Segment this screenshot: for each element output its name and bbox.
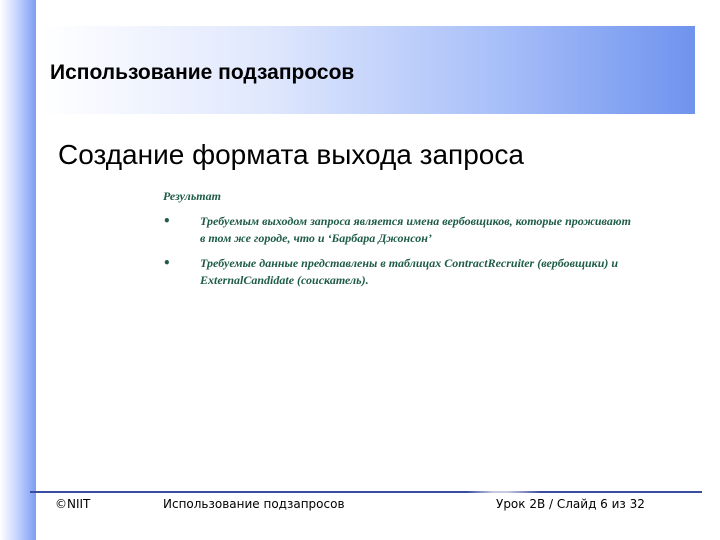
bullet-text: Требуемые данные представлены в таблицах ContractRecruiter (вербовщики) и ExternalCandidate (соискатель). (200, 256, 619, 287)
left-gradient-bar (0, 0, 36, 540)
slide-heading: Создание формата выхода запроса (58, 139, 524, 170)
footer-topic: Использование подзапросов (163, 497, 345, 511)
list-item (163, 255, 633, 289)
bullet-text: Требуемым выходом запроса является имена вербовщиков, которые проживают в том же городе, что и ‘Барбара Джонсон’ (200, 214, 631, 245)
slide-content (163, 188, 633, 297)
bullet-icon: • (163, 256, 171, 270)
page-title: Использование подзапросов (50, 61, 355, 84)
list-item (163, 213, 633, 247)
bullet-icon: • (163, 214, 171, 228)
footer-copyright: ©NIIT (55, 497, 91, 511)
footer-page-info: Урок 2B / Слайд 6 из 32 (496, 497, 645, 511)
bullet-list (163, 213, 633, 289)
footer-divider (30, 491, 702, 493)
result-label: Результат (163, 189, 221, 203)
